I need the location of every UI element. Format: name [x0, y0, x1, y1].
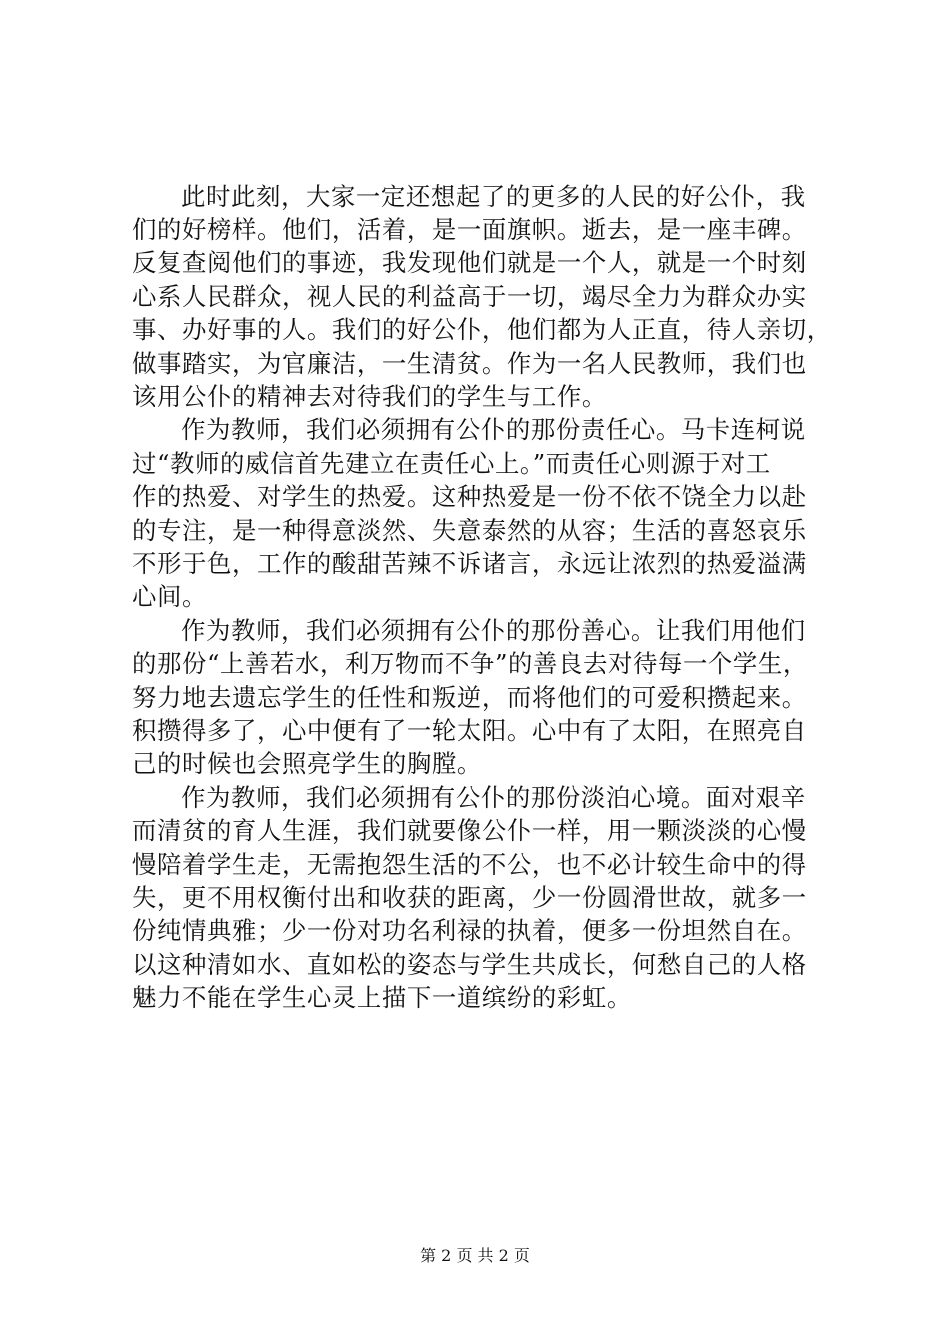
- paragraph-1-line-3: 反复查阅他们的事迹，我发现他们就是一个人，就是一个时刻: [132, 248, 807, 277]
- paragraph-2-line-3: 作的热爱、对学生的热爱。这种热爱是一份不依不饶全力以赴: [132, 482, 807, 511]
- paragraph-1-line-6: 做事踏实，为官廉洁，一生清贫。作为一名人民教师，我们也: [132, 349, 807, 378]
- paragraph-3-line-3: 努力地去遗忘学生的任性和叛逆，而将他们的可爱积攒起来。: [132, 683, 807, 712]
- paragraph-3-line-2: 的那份“上善若水，利万物而不争”的善良去对待每一个学生，: [132, 649, 808, 678]
- paragraph-1-line-2: 们的好榜样。他们，活着，是一面旗帜。逝去，是一座丰碑。: [132, 215, 807, 244]
- paragraph-4-line-3: 慢陪着学生走，无需抱怨生活的不公，也不必计较生命中的得: [132, 850, 807, 879]
- paragraph-1-line-7: 该用公仆的精神去对待我们的学生与工作。: [132, 382, 607, 411]
- paragraph-1-line-4: 心系人民群众，视人民的利益高于一切，竭尽全力为群众办实: [132, 282, 807, 311]
- paragraph-2-line-6: 心间。: [132, 582, 207, 611]
- page-number-footer: 第 2 页 共 2 页: [420, 1246, 530, 1265]
- paragraph-2-line-2: 过“教师的威信首先建立在责任心上。”而责任心则源于对工: [132, 449, 771, 478]
- paragraph-1-line-1: 此时此刻，大家一定还想起了的更多的人民的好公仆，我: [181, 182, 806, 211]
- paragraph-4-line-5: 份纯情典雅；少一份对功名利禄的执着，便多一份坦然自在。: [132, 916, 807, 945]
- paragraph-3-line-4: 积攒得多了，心中便有了一轮太阳。心中有了太阳，在照亮自: [132, 716, 807, 745]
- paragraph-1-line-5: 事、办好事的人。我们的好公仆，他们都为人正直，待人亲切，: [132, 315, 832, 344]
- paragraph-3-line-1: 作为教师，我们必须拥有公仆的那份善心。让我们用他们: [181, 616, 806, 645]
- paragraph-4-line-7: 魅力不能在学生心灵上描下一道缤纷的彩虹。: [132, 983, 632, 1012]
- paragraph-2-line-1: 作为教师，我们必须拥有公仆的那份责任心。马卡连柯说: [181, 415, 806, 444]
- paragraph-4-line-2: 而清贫的育人生涯，我们就要像公仆一样，用一颗淡淡的心慢: [132, 816, 807, 845]
- paragraph-3-line-5: 己的时候也会照亮学生的胸膛。: [132, 749, 482, 778]
- paragraph-2-line-5: 不形于色，工作的酸甜苦辣不诉诸言，永远让浓烈的热爱溢满: [132, 549, 807, 578]
- paragraph-4-line-1: 作为教师，我们必须拥有公仆的那份淡泊心境。面对艰辛: [181, 783, 806, 812]
- paragraph-2-line-4: 的专注，是一种得意淡然、失意泰然的从容；生活的喜怒哀乐: [132, 516, 807, 545]
- paragraph-4-line-4: 失，更不用权衡付出和收获的距离，少一份圆滑世故，就多一: [132, 883, 807, 912]
- paragraph-4-line-6: 以这种清如水、直如松的姿态与学生共成长，何愁自己的人格: [132, 950, 807, 979]
